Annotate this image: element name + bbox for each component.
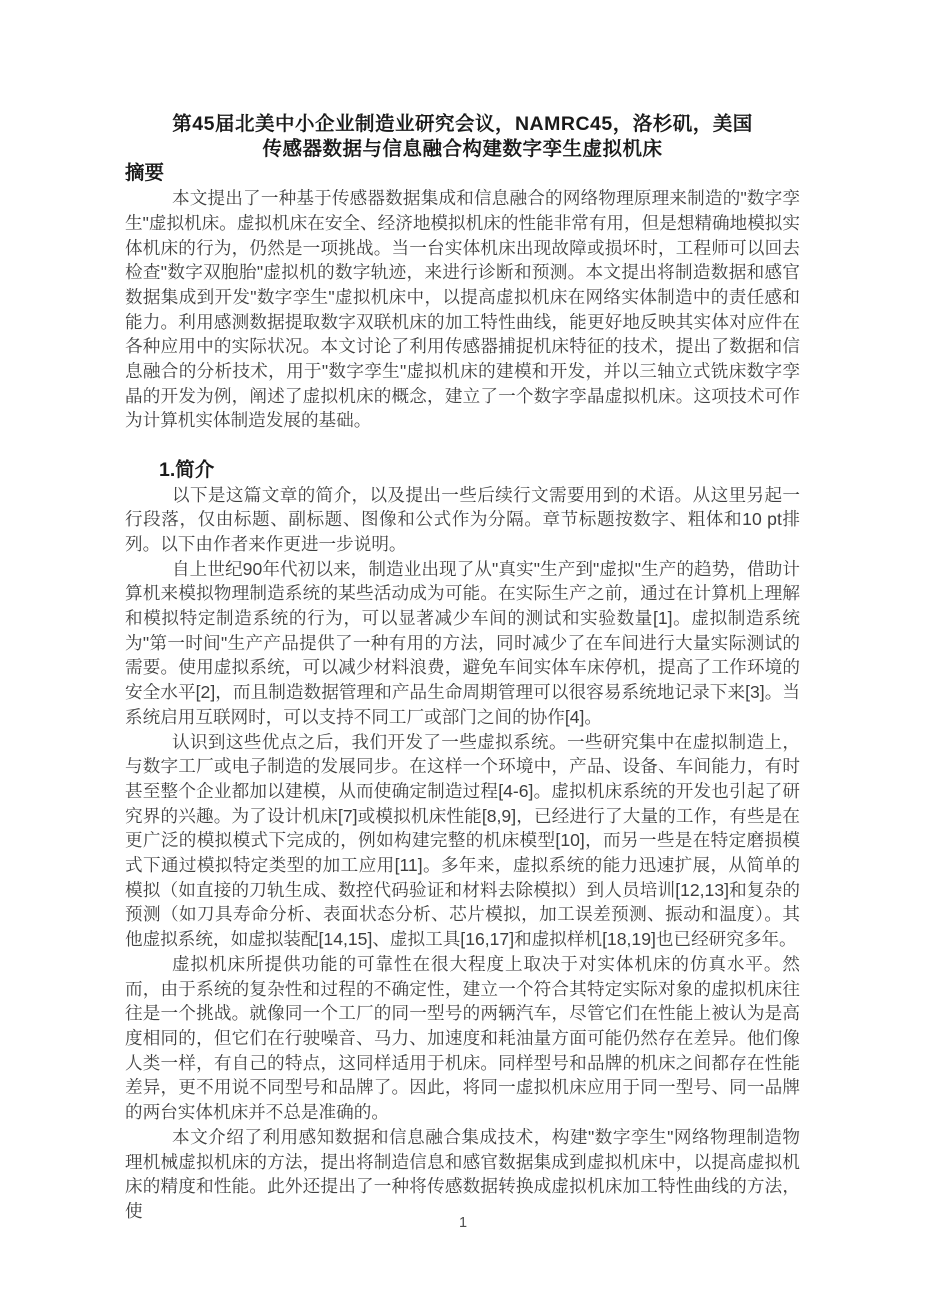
section-1-heading: 1.简介 [159, 458, 215, 481]
paper-title-line-1: 第45届北美中小企业制造业研究会议，NAMRC45，洛杉矶，美国 [172, 113, 753, 135]
section-1-paragraph-4: 虚拟机床所提供功能的可靠性在很大程度上取决于对实体机床的仿真水平。然而，由于系统的复杂性和过程的不确定性，建立一个符合其特定实际对象的虚拟机床往往是一个挑战。就像同一个工厂的同一型号的两辆汽车，尽管它们在性能上被认为是高度相同的，但它们在行驶噪音、马力、加速度和耗油量方面可能仍然存在差异。他们像人类一样，有自己的特点，这同样适用于机床。同样型号和品牌的机床之间都存在性能差异，更不用说不同型号和品牌了。因此，将同一虚拟机床应用于同一型号、同一品牌的两台实体机床并不总是准确的。 [125, 953, 800, 1123]
paper-title-line-2: 传感器数据与信息融合构建数字孪生虚拟机床 [262, 137, 663, 160]
page-number: 1 [458, 1215, 468, 1231]
section-1-paragraph-1: 以下是这篇文章的简介，以及提出一些后续行文需要用到的术语。从这里另起一行段落，仅由标题、副标题、图像和公式作为分隔。章节标题按数字、粗体和10 pt排列。以下由作者来作更进一步说明。 [125, 484, 800, 554]
section-1-paragraph-5: 本文介绍了利用感知数据和信息融合集成技术，构建"数字孪生"网络物理制造物理机械虚拟机床的方法，提出将制造信息和感官数据集成到虚拟机床中，以提高虚拟机床的精度和性能。此外还提出了一种将传感数据转换成虚拟机床加工特性曲线的方法，使 [125, 1126, 800, 1221]
document-content [125, 112, 800, 1224]
abstract-text: 本文提出了一种基于传感器数据集成和信息融合的网络物理原理来制造的"数字孪生"虚拟机床。虚拟机床在安全、经济地模拟机床的性能非常有用，但是想精确地模拟实体机床的行为，仍然是一项挑战。当一台实体机床出现故障或损坏时，工程师可以回去检查"数字双胞胎"虚拟机的数字轨迹，来进行诊断和预测。本文提出将制造数据和感官数据集成到开发"数字孪生"虚拟机床中，以提高虚拟机床在网络实体制造中的责任感和能力。利用感测数据提取数字双联机床的加工特性曲线，能更好地反映其实体对应件在各种应用中的实际状况。本文讨论了利用传感器捕捉机床特征的技术，提出了数据和信息融合的分析技术，用于"数字孪生"虚拟机床的建模和开发，并以三轴立式铣床数字孪晶的开发为例，阐述了虚拟机床的概念，建立了一个数字孪晶虚拟机床。这项技术可作为计算机实体制造发展的基础。 [125, 188, 800, 431]
section-1-paragraph-2: 自上世纪90年代初以来，制造业出现了从"真实"生产到"虚拟"生产的趋势，借助计算机来模拟物理制造系统的某些活动成为可能。在实际生产之前，通过在计算机上理解和模拟特定制造系统的行为，可以显著减少车间的测试和实验数量[1]。虚拟制造系统为"第一时间"生产产品提供了一种有用的方法，同时减少了在车间进行大量实际测试的需要。使用虚拟系统，可以减少材料浪费，避免车间实体车床停机，提高了工作环境的安全水平[2]，而且制造数据管理和产品生命周期管理可以很容易系统地记录下来[3]。当系统启用互联网时，可以支持不同工厂或部门之间的协作[4]。 [125, 558, 800, 727]
section-1-paragraph-3: 认识到这些优点之后，我们开发了一些虚拟系统。一些研究集中在虚拟制造上，与数字工厂或电子制造的发展同步。在这样一个环境中，产品、设备、车间能力，有时甚至整个企业都加以建模，从而使确定制造过程[4-6]。虚拟机床系统的开发也引起了研究界的兴趣。为了设计机床[7]或模拟机床性能[8,9]，已经进行了大量的工作，有些是在更广泛的模拟模式下完成的，例如构建完整的机床模型[10]，而另一些是在特定磨损模式下通过模拟特定类型的加工应用[11]。多年来，虚拟系统的能力迅速扩展，从简单的模拟（如直接的刀轨生成、数控代码验证和材料去除模拟）到人员培训[12,13]和复杂的预测（如刀具寿命分析、表面状态分析、芯片模拟，加工误差预测、振动和温度）。其他虚拟系统，如虚拟装配[14,15]、虚拟工具[16,17]和虚拟样机[18,19]也已经研究多年。 [125, 731, 800, 950]
abstract-heading: 摘要 [125, 162, 165, 185]
